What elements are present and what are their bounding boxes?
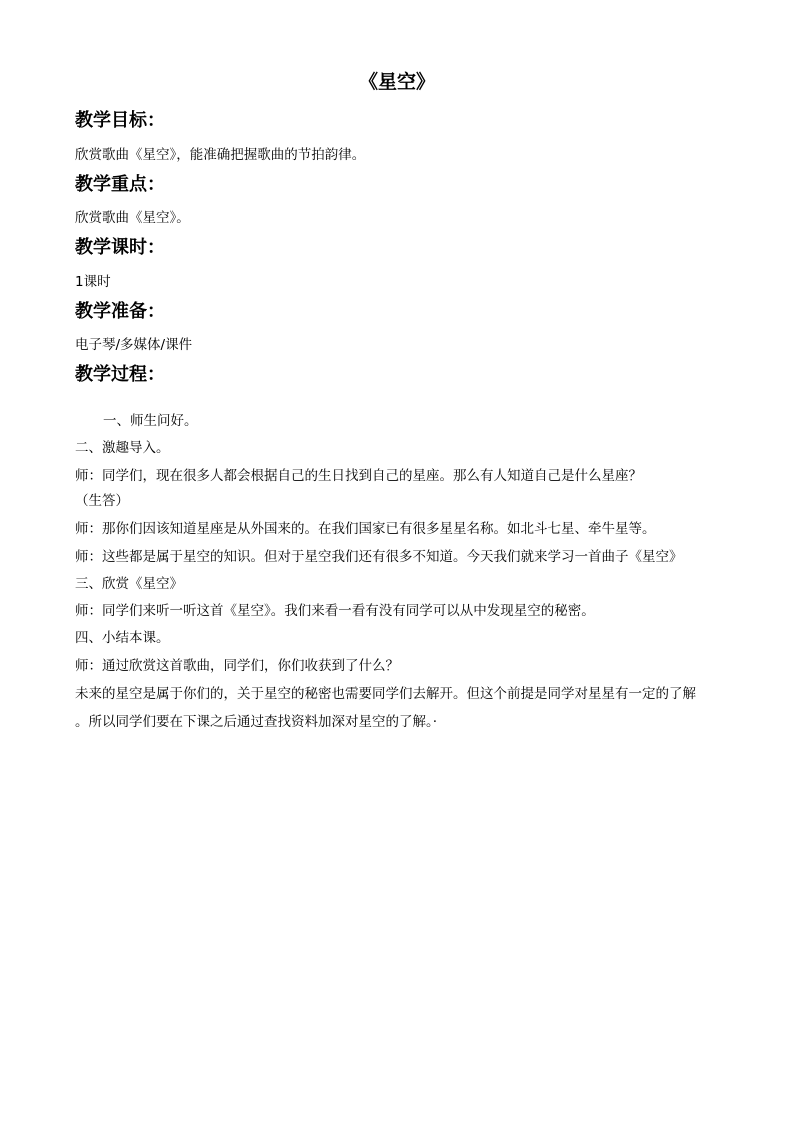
process-line: 未来的星空是属于你们的，关于星空的秘密也需要同学们去解开。但这个前提是同学对星星有一定的了解 [75, 686, 696, 702]
process-line: 二、激趣导入。 [75, 440, 170, 456]
process-heading: 教学过程： [75, 364, 165, 385]
hours-heading: 教学课时： [75, 237, 165, 258]
process-line: 四、小结本课。 [75, 630, 170, 646]
process-line: 一、师生问好。 [103, 413, 198, 429]
page-title: 《星空》 [358, 71, 435, 93]
key-heading: 教学重点： [75, 174, 165, 195]
process-line: 师：通过欣赏这首歌曲，同学们，你们收获到了什么？ [75, 658, 399, 674]
prep-heading: 教学准备： [75, 301, 165, 322]
process-line: 。所以同学们要在下课之后通过查找资料加深对星空的了解。· [75, 714, 438, 730]
prep-text: 电子琴/多媒体/课件 [75, 337, 193, 353]
goal-heading: 教学目标： [75, 110, 165, 131]
goal-text: 欣赏歌曲《星空》，能准确把握歌曲的节拍韵律。 [75, 147, 366, 163]
process-line: （生答） [75, 493, 129, 509]
key-text: 欣赏歌曲《星空》。 [75, 210, 190, 226]
hours-text: 1课时 [75, 274, 111, 290]
process-line: 师：同学们来听一听这首《星空》。我们来看一看有没有同学可以从中发现星空的秘密。 [75, 603, 595, 619]
process-line: 师：同学们，现在很多人都会根据自己的生日找到自己的星座。那么有人知道自己是什么星座？ [75, 468, 642, 484]
process-line: 三、欣赏《星空》 [75, 576, 183, 592]
process-line: 师：这些都是属于星空的知识。但对于星空我们还有很多不知道。今天我们就来学习一首曲子《星空》 [75, 549, 683, 565]
process-line: 师：那你们因该知道星座是从外国来的。在我们国家已有很多星星名称。如北斗七星、牵牛星等。 [75, 521, 656, 537]
